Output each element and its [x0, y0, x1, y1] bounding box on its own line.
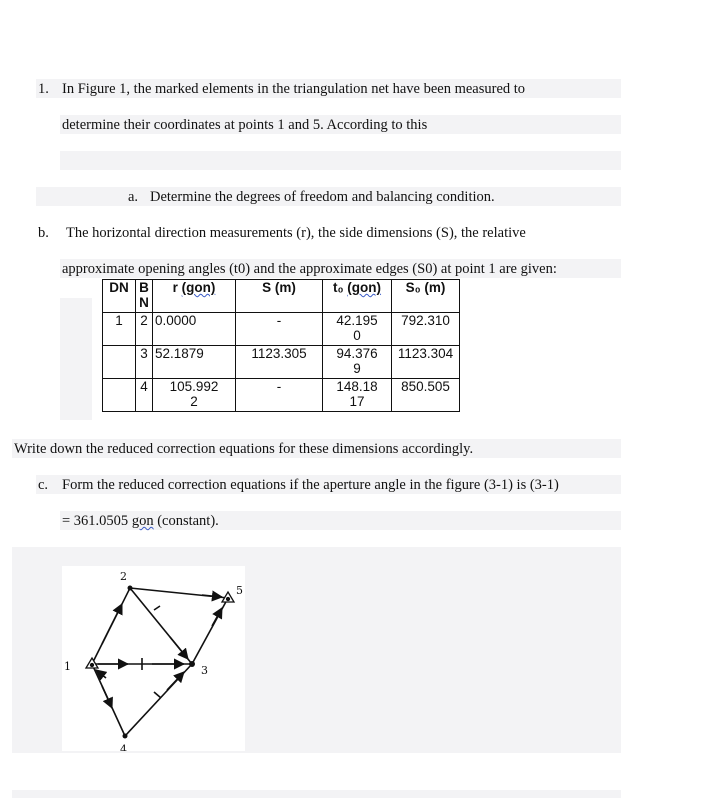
header-dn: DN [103, 280, 136, 313]
table-row [103, 379, 460, 412]
item-b-letter: b. [38, 225, 49, 241]
point-4-dot [123, 734, 128, 739]
direction-arrow [102, 604, 122, 644]
cell-bn: 4 [136, 379, 153, 412]
item-c-line-1: Form the reduced correction equations if the aperture angle in the figure (3-1) is (3-1) [62, 477, 559, 493]
triangulation-net-diagram [62, 566, 245, 751]
header-r-unit: (gon) [181, 280, 216, 295]
cell-bn: 2 [136, 313, 153, 346]
cell-r: 105.992 2 [153, 379, 236, 412]
point-3-dot [189, 661, 195, 667]
cell-t0: 148.18 17 [323, 379, 392, 412]
item-1-line-2: determine their coordinates at points 1 and 5. According to this [62, 117, 428, 133]
header-bn: B N [136, 280, 153, 313]
cell-dn [103, 346, 136, 379]
point-label-3: 3 [201, 664, 208, 677]
cell-dn [103, 379, 136, 412]
table-row [103, 313, 460, 346]
edge-5-3 [192, 598, 228, 664]
point-label-1: 1 [64, 660, 71, 673]
cell-r: 0.0000 [153, 313, 236, 346]
measurement-table [102, 279, 460, 412]
station-5-dot [227, 598, 230, 601]
item-b-line-2: approximate opening angles (t0) and the approximate edges (S0) at point 1 are given: [62, 261, 557, 277]
cell-r: 52.1879 [153, 346, 236, 379]
cell-bn: 3 [136, 346, 153, 379]
header-r-label: r [172, 280, 182, 295]
item-c-constant: (constant). [153, 513, 219, 529]
cell-s: - [236, 313, 323, 346]
shade-band [60, 151, 621, 170]
item-b-line-1: The horizontal direction measurements (r), the side dimensions (S), the relative [66, 225, 526, 241]
direction-arrow [102, 686, 112, 708]
header-t0 [323, 280, 392, 313]
item-a-letter: a. [128, 189, 139, 205]
side-tick [154, 606, 160, 610]
direction-arrow [170, 637, 188, 659]
cell-dn: 1 [103, 313, 136, 346]
write-instruction: Write down the reduced correction equations for these dimensions accordingly. [14, 441, 474, 457]
cell-s0: 850.505 [392, 379, 460, 412]
station-1-dot [91, 664, 94, 667]
header-t0-unit: (gon) [347, 280, 382, 295]
table-header-row [103, 280, 460, 313]
direction-arrow [167, 672, 184, 690]
side-tick [154, 692, 161, 698]
point-label-2: 2 [120, 570, 127, 583]
point-label-5: 5 [236, 584, 243, 597]
item-c-unit: gon [131, 513, 154, 529]
item-a-text: Determine the degrees of freedom and balancing condition. [150, 189, 495, 205]
cell-t0: 42.195 0 [323, 313, 392, 346]
cell-s0: 792.310 [392, 313, 460, 346]
header-t0-label: t₀ [332, 280, 348, 295]
header-r [153, 280, 236, 313]
triangulation-figure [62, 566, 245, 751]
shade-band [60, 298, 92, 420]
cell-s0: 1123.304 [392, 346, 460, 379]
cell-t0: 94.376 9 [323, 346, 392, 379]
header-s0: S₀ (m) [392, 280, 460, 313]
item-1-number: 1. [38, 81, 49, 97]
item-1-line-1: In Figure 1, the marked elements in the triangulation net have been measured to [62, 81, 526, 97]
header-s: S (m) [236, 280, 323, 313]
cell-s: - [236, 379, 323, 412]
item-c-line-2 [62, 512, 219, 530]
direction-arrow [212, 608, 222, 626]
direction-arrow [202, 595, 222, 597]
point-label-4: 4 [120, 743, 127, 751]
cell-s: 1123.305 [236, 346, 323, 379]
point-2-dot [128, 586, 133, 591]
item-c-value: = 361.0505 [62, 513, 132, 529]
shade-band [12, 790, 621, 798]
table-row [103, 346, 460, 379]
item-c-letter: c. [38, 477, 49, 493]
